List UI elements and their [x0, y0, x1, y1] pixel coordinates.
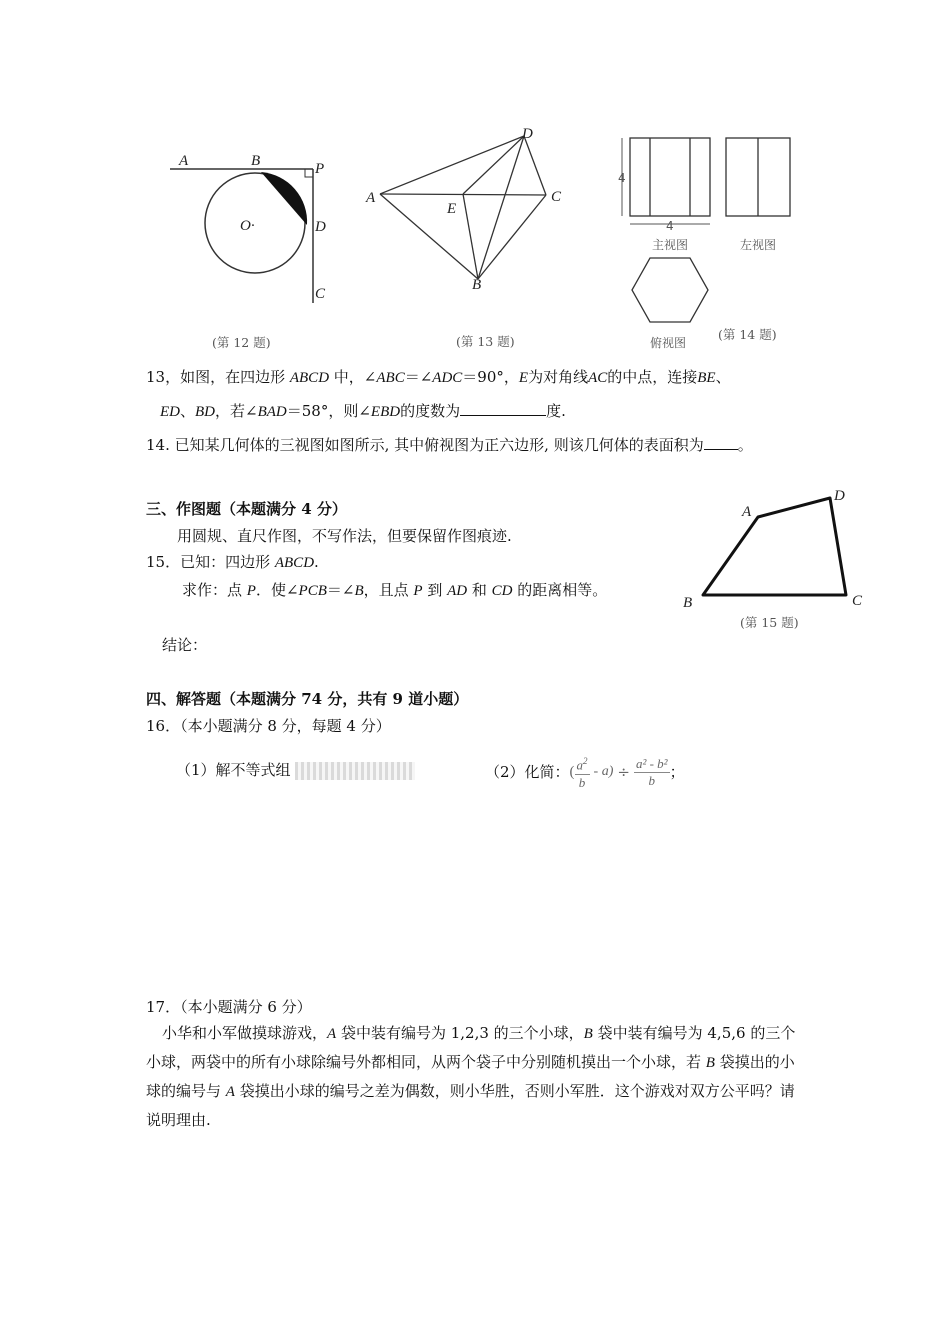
q14-answer-blank[interactable] — [704, 433, 738, 450]
figure-14 — [610, 130, 810, 352]
q17-body: 小华和小军做摸球游戏，A 袋中装有编号为 1,2,3 的三个小球，B 袋中装有编号为 4,5,6 的三个小球，两袋中的所有小球除编号外都相同，从两个袋子中分别随机摸出一个小球，若 B 袋摸出的小球的编号与 A 袋摸出小球的编号之差为偶数，则小华胜，否则小军胜．这个游戏对双方公平吗？请说明理由. — [146, 1024, 796, 1129]
fig13-caption: (第 13 题) — [456, 334, 515, 349]
fig12-caption: (第 12 题) — [212, 335, 271, 350]
fig13-label-a: A — [366, 190, 376, 206]
q15-given: 15．已知：四边形 ABCD. — [146, 553, 319, 571]
fig12-label-o: O· — [240, 218, 255, 234]
fig15-label-b: B — [683, 595, 693, 611]
fig15-label-a: A — [742, 504, 752, 520]
figure-12 — [165, 145, 345, 305]
fig15-label-c: C — [852, 593, 863, 609]
fig12-label-p: P — [315, 161, 325, 177]
q13-line2: ED、BD，若∠BAD＝58°，则∠EBD的度数为 度. — [160, 399, 566, 422]
fig14-dim-width: 4 — [666, 219, 674, 233]
fig12-label-c: C — [315, 286, 326, 302]
fig14-front-view: 主视图 — [652, 238, 689, 252]
q13-answer-blank[interactable] — [460, 399, 546, 416]
inequality-system-smudge — [295, 762, 415, 780]
fig13-label-e: E — [447, 201, 457, 217]
fig13-label-c: C — [551, 189, 562, 205]
q16-part2: （2）化简： ( $\frac{a^2}{b}$ - a) ÷ $\frac{\text{a² - b²}}{b}$ ； — [485, 752, 685, 792]
fig13-label-d: D — [522, 126, 533, 142]
fig14-caption: (第 14 题) — [718, 327, 777, 342]
fraction-a2-minus-b2-over-b: $\frac{\text{a² - b²}}{b}$ — [635, 755, 668, 788]
figure-13 — [360, 122, 570, 294]
q13-line1: 13，如图，在四边形 ABCD 中，∠ABC＝∠ADC＝90°，E为对角线AC的中点，连接BE、 — [146, 368, 731, 386]
fig12-label-d: D — [315, 219, 326, 235]
section3-title: 三、作图题（本题满分 4 分） — [146, 500, 347, 518]
fraction-a2-over-b: $\frac{a^2}{b}$ — [575, 753, 590, 790]
fig14-dim-height: 4 — [618, 171, 626, 185]
q17-header: 17．（本小题满分 6 分） — [146, 998, 312, 1016]
section4-title: 四、解答题（本题满分 74 分，共有 9 道小题） — [146, 690, 469, 708]
q15-task: 求作：点 P．使∠PCB＝∠B，且点 P 到 AD 和 CD 的距离相等。 — [182, 581, 608, 599]
fig14-side-view: 左视图 — [740, 238, 777, 252]
q16-part1: （1）解不等式组 — [176, 760, 415, 780]
q14-line: 14. 已知某几何体的三视图如图所示, 其中俯视图为正六边形, 则该几何体的表面积为 。 — [146, 433, 753, 455]
fig15-label-d: D — [834, 488, 845, 504]
fig13-label-b: B — [472, 277, 482, 293]
figure-15 — [676, 480, 876, 615]
fig14-top-view: 俯视图 — [650, 336, 687, 350]
q16-header: 16．（本小题满分 8 分，每题 4 分） — [146, 717, 391, 735]
fig15-caption: (第 15 题) — [740, 615, 799, 630]
fig12-label-a: A — [179, 153, 189, 169]
q15-conclusion: 结论： — [162, 636, 208, 654]
fig12-label-b: B — [251, 153, 261, 169]
section3-instruction: 用圆规、直尺作图，不写作法，但要保留作图痕迹. — [177, 527, 512, 545]
